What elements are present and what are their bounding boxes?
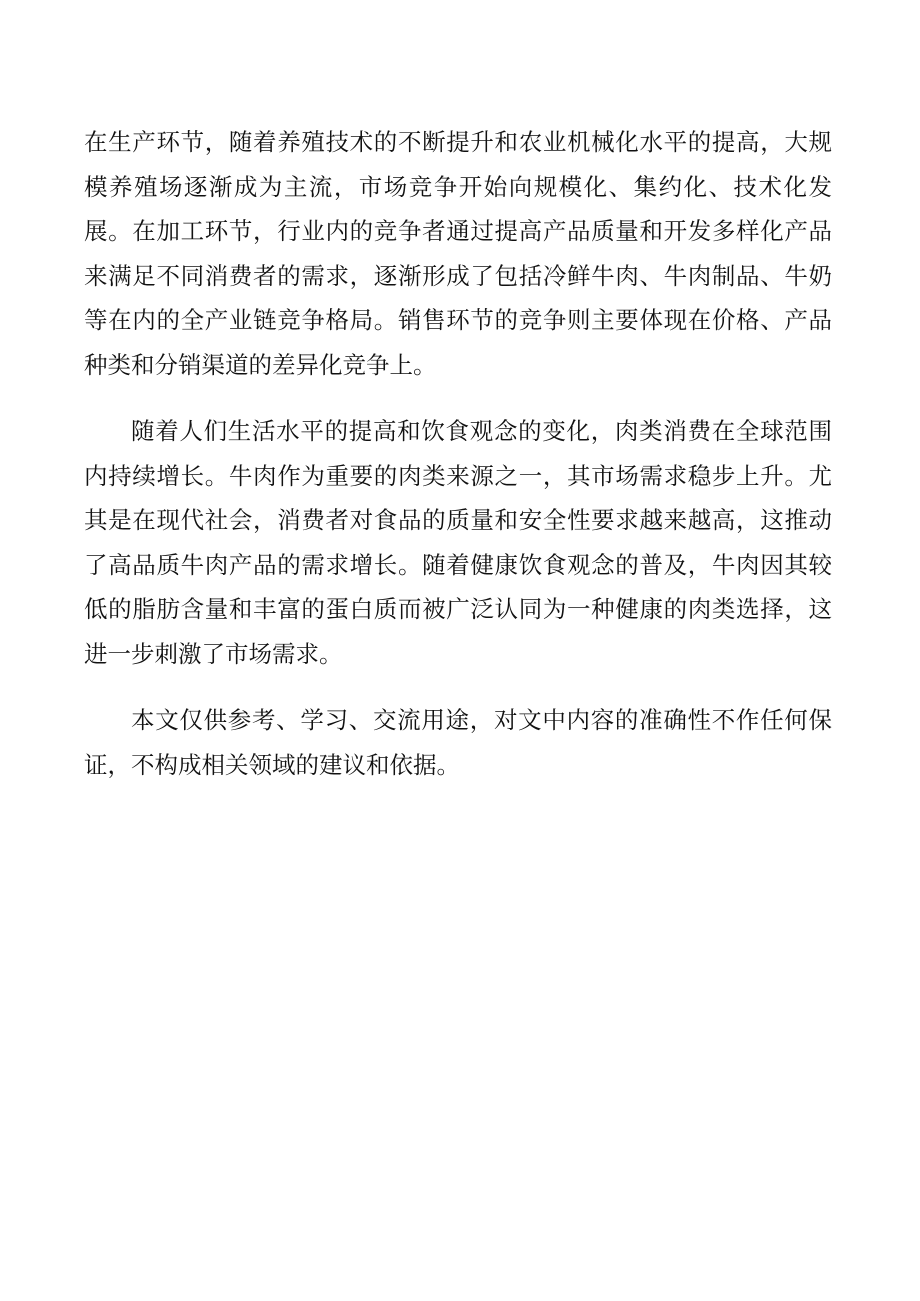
paragraph-disclaimer: 本文仅供参考、学习、交流用途，对文中内容的准确性不作任何保证，不构成相关领域的建议和依据。 xyxy=(84,706,832,779)
document-body xyxy=(84,120,832,787)
paragraph-market-demand: 随着人们生活水平的提高和饮食观念的变化，肉类消费在全球范围内持续增长。牛肉作为重要的肉类来源之一，其市场需求稳步上升。尤其是在现代社会，消费者对食品的质量和安全性要求越来越高，这推动了高品质牛肉产品的需求增长。随着健康饮食观念的普及，牛肉因其较低的脂肪含量和丰富的蛋白质而被广泛认同为一种健康的肉类选择，这进一步刺激了市场需求。 xyxy=(84,417,832,668)
paragraph-production-competition: 在生产环节，随着养殖技术的不断提升和农业机械化水平的提高，大规模养殖场逐渐成为主流，市场竞争开始向规模化、集约化、技术化发展。在加工环节，行业内的竞争者通过提高产品质量和开发多样化产品来满足不同消费者的需求，逐渐形成了包括冷鲜牛肉、牛肉制品、牛奶等在内的全产业链竞争格局。销售环节的竞争则主要体现在价格、产品种类和分销渠道的差异化竞争上。 xyxy=(84,128,832,379)
